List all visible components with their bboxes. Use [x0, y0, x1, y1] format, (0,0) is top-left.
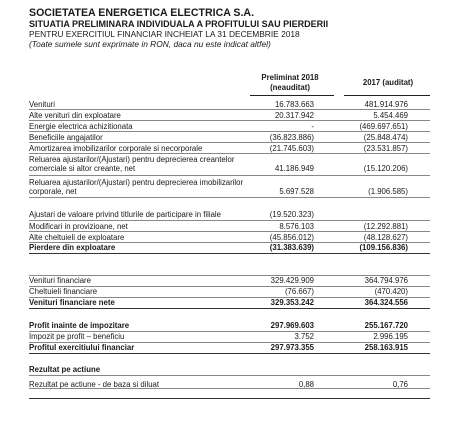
- table-row: [29, 321, 430, 330]
- value-2017: 255.167.720: [364, 320, 408, 330]
- column-underline-2018: [250, 95, 334, 96]
- table-row: [29, 100, 430, 109]
- period-line: PENTRU EXERCITIUL FINANCIAR INCHEIAT LA 31 DECEMBRIE 2018: [29, 29, 300, 39]
- table-row: [29, 144, 430, 153]
- value-2018: 8.576.103: [279, 221, 314, 231]
- table-row: [29, 243, 430, 252]
- row-label: Venituri financiare nete: [29, 297, 115, 307]
- value-2018: 329.353.242: [270, 297, 314, 307]
- row-separator: [29, 175, 430, 176]
- row-separator: [29, 375, 430, 376]
- table-row: [29, 222, 430, 231]
- value-2018: 20.317.942: [274, 110, 314, 120]
- value-2017: 481.914.976: [364, 99, 408, 109]
- value-2018: (76.667): [284, 286, 314, 296]
- value-2017: (25.848.474): [363, 132, 408, 142]
- value-2017: 364.794.976: [364, 275, 408, 285]
- table-row: [29, 332, 430, 341]
- value-2017: (48.128.627): [363, 232, 408, 242]
- row-label: Amortizarea imobilizarilor corporale si necorporale: [29, 143, 203, 153]
- currency-note: (Toate sumele sunt exprimate in RON, daca nu este indicat altfel): [29, 39, 271, 49]
- row-label: Profitul exercitiului financiar: [29, 342, 135, 352]
- table-row: [29, 276, 430, 285]
- value-2017: 364.324.556: [364, 297, 408, 307]
- statement-title: SITUATIA PRELIMINARA INDIVIDUALA A PROFITULUI SAU PIERDERII: [29, 19, 329, 29]
- value-2017: (470.420): [374, 286, 408, 296]
- row-label: Ajustari de valoare privind titlurile de participare in filiale: [29, 209, 221, 219]
- table-row: [29, 298, 430, 307]
- row-label: Venituri: [29, 99, 56, 109]
- table-row: [29, 111, 430, 120]
- row-label: Pierdere din exploatare: [29, 242, 116, 252]
- value-2018: -: [311, 121, 314, 131]
- row-label: Cheltuieli financiare: [29, 286, 98, 296]
- table-row: [29, 177, 430, 196]
- row-label: Rezultat pe actiune - de baza si diluat: [29, 379, 160, 389]
- value-2018: 297.973.355: [270, 342, 314, 352]
- value-2018: 3.752: [294, 331, 314, 341]
- row-label: Energie electrica achizitionata: [29, 121, 133, 131]
- table-row: [29, 200, 430, 219]
- table-row: [29, 365, 430, 374]
- row-label: Alte cheltuieli de exploatare: [29, 232, 125, 242]
- row-label: Profit inainte de impozitare: [29, 320, 130, 330]
- column-header-2017: 2017 (auditat): [362, 78, 414, 87]
- table-row: [29, 233, 430, 242]
- table-row: [29, 154, 430, 173]
- row-label: Impozit pe profit – beneficiu: [29, 331, 125, 341]
- value-2017: (15.120.206): [363, 163, 408, 173]
- row-label: Reluarea ajustarilor/(Ajustari) pentru deprecierea imobilizarilor corporale, net: [29, 177, 244, 196]
- total-separator: [29, 253, 430, 254]
- row-label: Venituri financiare: [29, 275, 91, 285]
- total-separator: [29, 398, 430, 399]
- row-separator: [29, 197, 430, 198]
- table-row: [29, 287, 430, 296]
- table-row: [29, 343, 430, 352]
- value-2018: 5.697.528: [279, 186, 314, 196]
- row-label: Reluarea ajustarilor/(Ajustari) pentru deprecierea creantelor comerciale si altor creante, net: [29, 154, 235, 173]
- value-2018: (36.823.886): [269, 132, 314, 142]
- table-row: [29, 133, 430, 142]
- value-2018: 297.969.603: [270, 320, 314, 330]
- value-2017: 0,76: [392, 379, 408, 389]
- value-2017: (1.906.585): [368, 186, 408, 196]
- column-header-2018-status: (neauditat): [270, 83, 310, 92]
- row-label: Alte venituri din exploatare: [29, 110, 121, 120]
- value-2018: 16.783.663: [274, 99, 314, 109]
- value-2018: (21.745.603): [269, 143, 314, 153]
- column-header-2018: [248, 73, 332, 93]
- total-separator: [29, 308, 430, 309]
- row-label: Rezultat pe actiune: [29, 364, 101, 374]
- value-2018: (19.520.323): [269, 209, 314, 219]
- column-header-2018-title: Preliminat 2018: [261, 73, 319, 82]
- value-2018: 0,88: [298, 379, 314, 389]
- value-2018: (45.856.012): [269, 232, 314, 242]
- table-row: [29, 122, 430, 131]
- value-2017: 5.454.469: [373, 110, 408, 120]
- company-name: SOCIETATEA ENERGETICA ELECTRICA S.A.: [29, 7, 255, 19]
- value-2018: 41.186.949: [274, 163, 314, 173]
- value-2017: 258.163.915: [364, 342, 408, 352]
- value-2017: (109.156.836): [359, 242, 408, 252]
- value-2017: 2.996.195: [373, 331, 408, 341]
- row-label: Modificari in provizioane, net: [29, 221, 128, 231]
- column-underline-2017: [344, 95, 430, 96]
- row-label: Beneficiile angajatilor: [29, 132, 103, 142]
- value-2018: 329.429.909: [270, 275, 314, 285]
- value-2018: (31.383.639): [269, 242, 314, 252]
- table-row: [29, 380, 430, 389]
- value-2017: (469.697.651): [359, 121, 408, 131]
- total-separator: [29, 353, 430, 354]
- value-2017: (23.531.857): [363, 143, 408, 153]
- value-2017: (12.292.881): [363, 221, 408, 231]
